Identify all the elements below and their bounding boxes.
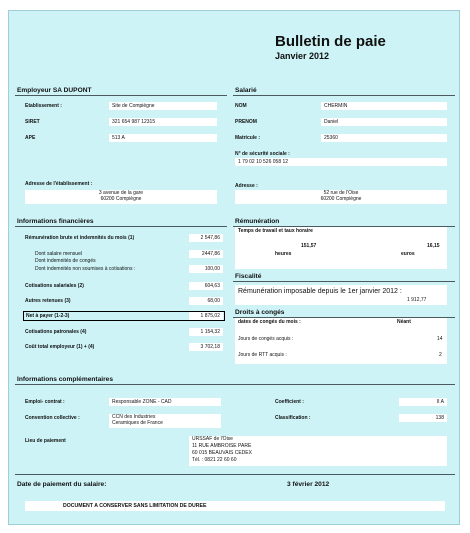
non-soumises-label: Dont indemnités non soumises à cotisations : — [35, 266, 136, 272]
employee-address-field — [235, 190, 447, 204]
conges-du-mois-value: Néant — [397, 319, 411, 325]
fiscalite-value: 1 912,77 — [407, 297, 427, 303]
employee-address-label: Adresse : — [235, 183, 258, 189]
rate-value: 16,15 — [427, 243, 440, 249]
cout-value: 3 702,18 — [189, 343, 223, 351]
siret-value: 321 654 987 12315 — [112, 119, 156, 125]
emploi-field — [109, 398, 221, 406]
cot-pat-label: Cotisations patronales (4) — [25, 329, 87, 335]
payslip-sheet — [8, 10, 460, 525]
prenom-value: Daniel — [324, 119, 339, 125]
emploi-value: Responsable ZONE - CAD — [112, 399, 172, 405]
hours-value: 151,57 — [301, 243, 317, 249]
employer-section-title: Employeur SA DUPONT — [17, 87, 92, 94]
employer-divider — [15, 95, 227, 96]
financial-section-title: Informations financières — [17, 218, 94, 225]
fiscalite-section-title: Fiscalité — [235, 273, 262, 280]
convention-field — [109, 414, 221, 428]
complementary-divider — [15, 384, 455, 385]
cout-label: Coût total employeur (1) + (4) — [25, 344, 95, 350]
matricule-label: Matricule : — [235, 135, 261, 141]
classification-value: 138 — [399, 414, 447, 422]
employer-address-field — [25, 190, 217, 204]
non-soumises-value: 100,00 — [189, 265, 223, 273]
nom-field — [321, 102, 447, 110]
cot-sal-value: 604,63 — [189, 282, 223, 290]
brut-label: Rémunération brute et indemnités du mois (1) — [25, 235, 135, 241]
financial-divider — [15, 226, 227, 227]
matricule-field — [321, 134, 447, 142]
secu-value: 1 79 02 10 526 058 12 — [238, 159, 289, 165]
conges-acquis-value: 14 — [437, 336, 443, 342]
net-value: 1 875,02 — [189, 312, 223, 320]
employee-section-title: Salarié — [235, 87, 257, 94]
prenom-label: PRENOM — [235, 119, 257, 125]
notice-text: DOCUMENT A CONSERVER SANS LIMITATION DE DUREE — [63, 503, 207, 509]
salaire-value: 2447,86 — [189, 250, 223, 258]
siret-field — [109, 118, 217, 126]
rtt-acquis-label: Jours de RTT acquis : — [238, 352, 287, 358]
etab-field — [109, 102, 217, 110]
net-label: Net à payer (1-2-3) — [26, 313, 70, 319]
employee-divider — [233, 95, 455, 96]
cot-sal-label: Cotisations salariales (2) — [25, 283, 84, 289]
payment-date-label: Date de paiement du salaire: — [17, 481, 107, 488]
temps-label: Temps de travail et taux horaire — [238, 228, 313, 234]
payment-date-value: 3 février 2012 — [287, 481, 330, 488]
pay-period: Janvier 2012 — [275, 51, 330, 61]
autres-value: 68,00 — [189, 297, 223, 305]
convention-line1: CCN des Industries — [112, 414, 156, 420]
coefficient-value: II A — [399, 398, 447, 406]
employee-address-line1: 52 rue de l'Oise — [323, 190, 359, 196]
employer-address-label: Adresse de l'établissement : — [25, 181, 93, 187]
classification-label: Classification : — [275, 415, 311, 421]
fiscalite-divider — [233, 281, 455, 282]
complementary-section-title: Informations complémentaires — [17, 376, 113, 383]
nom-label: NOM — [235, 103, 247, 109]
conges-du-mois-label: dates de congés du mois : — [238, 319, 301, 325]
matricule-value: 25360 — [324, 135, 338, 141]
fiscalite-label: Rémunération imposable depuis le 1er janvier 2012 : — [238, 288, 402, 295]
employer-address-line2: 60200 Compiègne — [100, 196, 142, 202]
lieu-label: Lieu de paiement — [25, 438, 66, 444]
footer-divider — [15, 474, 455, 475]
coefficient-label: Coefficient : — [275, 399, 304, 405]
emploi-label: Emploi- contrat : — [25, 399, 65, 405]
nom-value: CHERMIN — [324, 103, 348, 109]
lieu-line3: 60 015 BEAUVAIS CEDEX — [192, 450, 252, 456]
hours-unit: heures — [275, 251, 292, 257]
lieu-line4: Tél. : 0821 22 60 60 — [192, 457, 237, 463]
employee-address-line2: 60200 Compiègne — [320, 196, 362, 202]
autres-label: Autres retenues (3) — [25, 298, 71, 304]
convention-label: Convention collective : — [25, 415, 80, 421]
ape-label: APE — [25, 135, 36, 141]
lieu-field — [189, 436, 447, 466]
salaire-label: Dont salaire mensuel — [35, 251, 82, 257]
rate-unit: euros — [401, 251, 415, 257]
secu-field — [235, 158, 447, 166]
etab-value: Site de Compiègne — [112, 103, 155, 109]
prenom-field — [321, 118, 447, 126]
cot-pat-value: 1 154,32 — [189, 328, 223, 336]
notice-box — [25, 501, 445, 511]
lieu-line1: URSSAF de l'Oise — [192, 436, 233, 442]
conges-acquis-label: Jours de congés acquis : — [238, 336, 294, 342]
conges-indemnites-label: Dont indemnités de congés — [35, 258, 96, 264]
ape-field — [109, 134, 217, 142]
document-title: Bulletin de paie — [275, 33, 386, 50]
conges-section-title: Droits à congés — [235, 309, 285, 316]
employer-address-line1: 3 avenue de la gare — [98, 190, 144, 196]
etab-label: Etablissement : — [25, 103, 62, 109]
lieu-line2: 11 RUE AMBROISE PARE — [192, 443, 252, 449]
ape-value: 513 A — [112, 135, 125, 141]
remuneration-section-title: Rémunération — [235, 218, 280, 225]
rtt-acquis-value: 2 — [439, 352, 442, 358]
brut-value: 2 547,86 — [189, 234, 223, 242]
siret-label: SIRET — [25, 119, 40, 125]
secu-label: N° de sécurité sociale : — [235, 151, 290, 157]
convention-line2: Ceramiques de France — [112, 420, 163, 426]
